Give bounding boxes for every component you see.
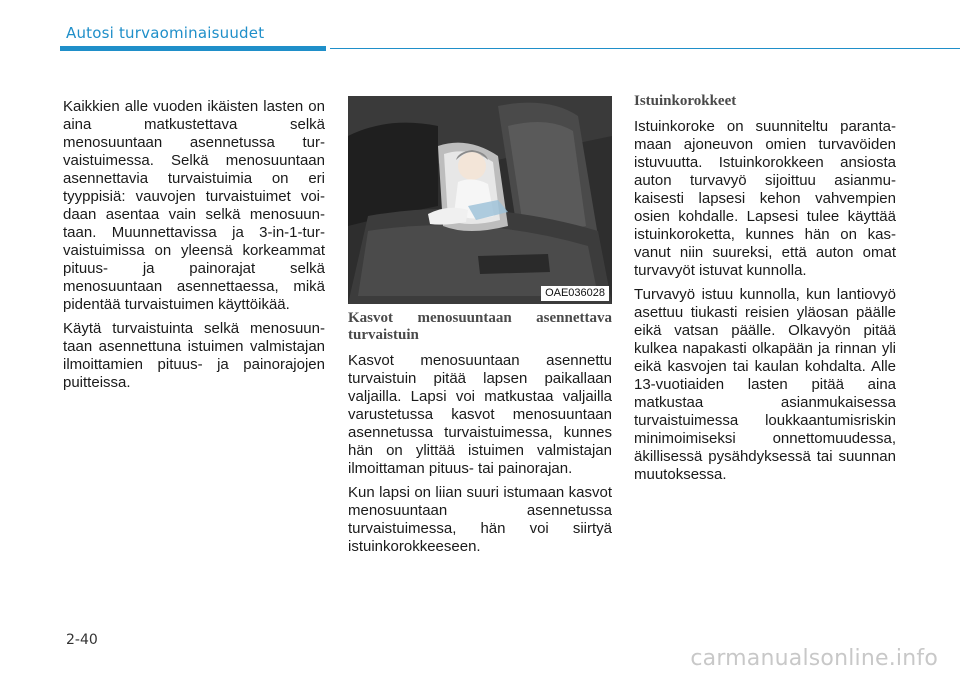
column-right bbox=[634, 93, 896, 490]
column-left bbox=[63, 98, 325, 398]
car-seat-drawing bbox=[348, 96, 612, 304]
car-seat-illustration bbox=[348, 96, 612, 304]
column-middle bbox=[348, 310, 612, 562]
section-title: Autosi turvaominaisuudet bbox=[66, 24, 265, 42]
paragraph: Turvavyö istuu kunnolla, kun lantiovyö asettuu tiukasti reisien yläosan päälle eikä vatsan päälle. Olkavyön pitää kulkea napakasti olkapään ja rinnan yli eikä kasvojen tai kaulan kohdalta. Alle 13-vuotiaiden lasten pitää aina matkustaa asianmukaisessa turvaistuimessa loukkaantumisriskin minimoimiseksi onnettomuudessa, äkillisessä pysähdyksessä tai suunnan muutoksessa. bbox=[634, 286, 896, 483]
paragraph: Kun lapsi on liian suuri istumaan kasvot menosuuntaan asennetussa turvaistuimessa, hän voi siirtyä istuinkorokkeeseen. bbox=[348, 484, 612, 555]
figure-code: OAE036028 bbox=[541, 286, 609, 301]
watermark: carmanualsonline.info bbox=[690, 646, 938, 671]
header-rule-thin bbox=[330, 48, 960, 49]
paragraph: Kaikkien alle vuoden ikäisten lasten on aina matkustettava selkä menosuuntaan asennetussa turvaistuimessa. Selkä menosuuntaan asennettavia turvaistuimia on eri tyyppisiä: vauvojen turvaistuimet voidaan asentaa vain selkä menosuuntaan. Muunnettavissa ja 3-in-1-turvaistuimissa on yleensä korkeammat pituus- ja painorajat selkä menosuuntaan asennettaessa, mikä pidentää turvaistuimen käyttöikää. bbox=[63, 98, 325, 313]
paragraph: Istuinkoroke on suunniteltu parantamaan ajoneuvon omien turvavöiden istuvuutta. Istuinkorokkeen ansiosta auton turvavyö sijoittuu asianmukaisesti lapsesi kehon vahvempien osien kohdalle. Lapsesi tulee käyttää istuinkoroketta, kunnes hän on kasvanut niin suureksi, että auton omat turvavyöt istuvat kunnolla. bbox=[634, 118, 896, 279]
section-heading: Istuinkorokkeet bbox=[634, 93, 737, 109]
paragraph: Käytä turvaistuinta selkä menosuuntaan asennettuna istuimen valmistajan ilmoittamien pituus- ja painorajojen puitteissa. bbox=[63, 320, 325, 391]
header-rule-thick bbox=[60, 46, 326, 51]
page-number: 2-40 bbox=[66, 632, 98, 648]
paragraph: Kasvot menosuuntaan asennettu turvaistuin pitää lapsen paikallaan valjailla. Lapsi voi matkustaa valjailla varustetussa kasvot menosuuntaan asennetussa turvaistuimessa, kunnes hän on ylittää istuimen valmistajan ilmoittaman pituus- tai painorajan. bbox=[348, 352, 612, 477]
section-heading: Kasvot menosuuntaan asennettava turvaistuin bbox=[348, 310, 612, 343]
